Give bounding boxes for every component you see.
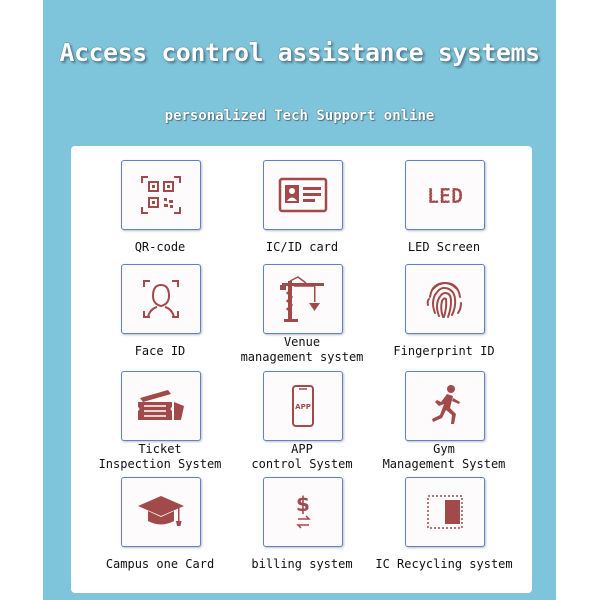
crane-icon — [276, 275, 330, 323]
led-screen-tile — [405, 160, 485, 230]
qr-code-icon — [134, 171, 188, 219]
card-recycling-icon — [418, 488, 472, 536]
ticket-label-line2: Inspection System — [98, 457, 222, 471]
qr-code-tile — [121, 160, 201, 230]
app-label-line1: APP — [291, 442, 313, 456]
smartphone-icon — [276, 382, 330, 430]
venue-label-line2: management system — [240, 350, 364, 364]
campus-card-tile — [121, 477, 201, 547]
gym-management-label — [359, 442, 529, 472]
app-label-line2: control System — [251, 457, 353, 471]
fingerprint-tile — [405, 264, 485, 334]
id-card-label: IC/ID card — [265, 240, 339, 254]
fingerprint-label: Fingerprint ID — [393, 344, 495, 358]
gym-label-line1: Gym — [433, 442, 455, 456]
page-subtitle: personalized Tech Support online — [164, 108, 435, 124]
gym-label-line2: Management System — [382, 457, 506, 471]
ticket-icon — [134, 382, 188, 430]
app-control-tile — [263, 371, 343, 441]
features-card — [71, 146, 532, 593]
gym-management-tile — [405, 371, 485, 441]
qr-code-label: QR-code — [134, 240, 186, 254]
billing-icon — [276, 488, 330, 536]
billing-label: billing system — [251, 557, 353, 571]
led-screen-icon — [418, 171, 472, 219]
venue-label-line1: Venue — [283, 335, 321, 349]
ic-recycling-tile — [405, 477, 485, 547]
ic-recycling-label: IC Recycling system — [375, 557, 513, 571]
runner-icon — [418, 382, 472, 430]
ticket-label-line1: Ticket — [138, 442, 182, 456]
id-card-icon — [276, 171, 330, 219]
campus-card-label: Campus one Card — [105, 557, 215, 571]
fingerprint-icon — [418, 275, 472, 323]
billing-icon-text: $ — [296, 492, 310, 516]
face-id-label: Face ID — [134, 344, 186, 358]
graduation-cap-icon — [134, 488, 188, 536]
led-screen-label: LED Screen — [407, 240, 481, 254]
led-icon-text: LED — [426, 184, 464, 208]
face-id-tile — [121, 264, 201, 334]
id-card-tile — [263, 160, 343, 230]
face-id-icon — [134, 275, 188, 323]
app-icon-text: APP — [295, 403, 311, 411]
venue-management-tile — [263, 264, 343, 334]
billing-tile — [263, 477, 343, 547]
page-title: Access control assistance systems — [59, 38, 540, 67]
ticket-inspection-tile — [121, 371, 201, 441]
